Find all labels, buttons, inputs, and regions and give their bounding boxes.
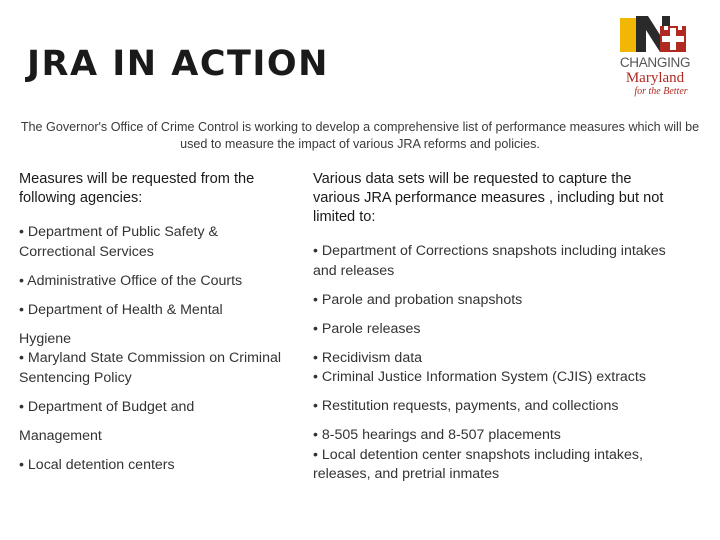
list-item: • Department of Budget and — [19, 398, 195, 415]
list-item: Hygiene • Maryland State Commission on Criminal Sentencing Policy — [19, 330, 282, 386]
logo-line-maryland: Maryland — [625, 70, 685, 86]
intro-paragraph: The Governor's Office of Crime Control is working to develop a comprehensive list of performance measures which will be used to measure the impact of various JRA reforms and policies. — [20, 120, 700, 151]
list-item: • Local detention centers — [19, 456, 175, 473]
changing-maryland-logo — [602, 10, 708, 106]
list-item: • Recidivism data • Criminal Justice Information System (CJIS) extracts — [313, 349, 646, 385]
data-sets-list — [313, 242, 673, 485]
logo-tagline: for the Better — [634, 86, 688, 97]
logo-line-changing: CHANGING — [619, 55, 691, 70]
list-item: • Restitution requests, payments, and collections — [313, 398, 619, 414]
list-item: • Department of Corrections snapshots including intakes and releases — [313, 243, 666, 279]
maryland-flag-logo-icon — [618, 12, 690, 56]
list-item: • 8-505 hearings and 8-507 placements • Local detention center snapshots including intakes, releases, and pretrial inmates — [313, 427, 643, 482]
list-item: Management — [19, 427, 102, 444]
right-column-heading: Various data sets will be requested to capture the various JRA performance measures , including but not limited to: — [313, 171, 664, 225]
right-column — [313, 170, 673, 494]
agency-list — [19, 223, 281, 475]
list-item: • Parole releases — [313, 320, 421, 337]
list-item: • Department of Public Safety & Correctional Services — [19, 224, 218, 260]
list-item: • Administrative Office of the Courts — [19, 272, 243, 289]
list-item: • Parole and probation snapshots — [313, 291, 523, 308]
list-item: • Department of Health & Mental — [19, 301, 223, 318]
left-column-heading: Measures will be requested from the following agencies: — [19, 171, 255, 206]
slide-title: JRA IN ACTION — [27, 44, 329, 84]
left-column — [19, 170, 281, 485]
